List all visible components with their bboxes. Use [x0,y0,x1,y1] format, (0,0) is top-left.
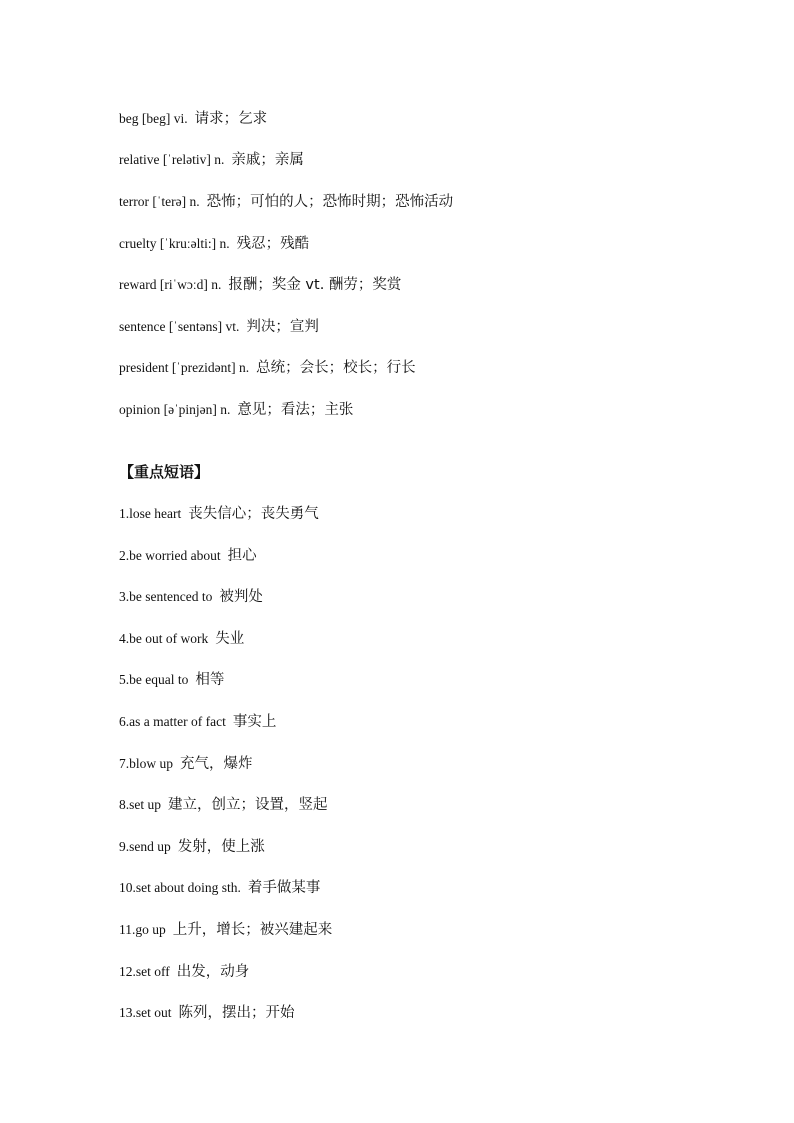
phrase-entry [119,837,265,858]
phrase-text: 8.set up [119,797,161,812]
phrase-entry [119,920,332,941]
vocab-word: relative [ˈrelətiv] n. [119,152,225,167]
phrase-text: 1.lose heart [119,506,182,521]
phrase-entry [119,795,328,816]
phrase-meaning: 发射，使上涨 [177,839,265,855]
phrase-meaning: 出发，动身 [176,964,250,980]
phrase-meaning: 充气，爆炸 [180,756,253,772]
vocab-meaning: 总统；会长；校长；行长 [256,360,416,376]
vocab-entry-cruelty [119,234,309,255]
vocab-meaning: 亲戚；亲属 [231,152,304,168]
phrase-entry [119,712,276,733]
vocab-word: terror [ˈterə] n. [119,194,200,209]
phrase-text: 7.blow up [119,756,173,771]
phrase-meaning: 陈列，摆出；开始 [178,1005,295,1021]
phrase-text: 4.be out of work [119,631,209,646]
phrase-entry [119,962,249,983]
vocab-meaning: 恐怖；可怕的人；恐怖时期；恐怖活动 [206,194,454,210]
vocab-word: cruelty [ˈkruːəlti:] n. [119,236,230,251]
vocab-meaning: 意见；看法；主张 [237,402,354,418]
phrase-meaning: 失业 [215,631,245,647]
vocab-entry-terror [119,192,453,213]
vocab-entry-opinion [119,400,353,421]
section-heading: 【重点短语】 [119,463,210,481]
phrase-meaning: 被判处 [219,589,263,605]
vocab-entry-reward [119,275,401,296]
phrase-text: 10.set about doing sth. [119,880,241,895]
phrase-meaning: 建立，创立；设置，竖起 [168,797,328,813]
phrase-meaning: 事实上 [232,714,277,730]
phrase-text: 9.send up [119,839,171,854]
vocab-meaning: 残忍；残酷 [236,236,310,252]
phrase-meaning: 担心 [227,548,257,564]
phrase-entry [119,878,320,899]
phrase-meaning: 相等 [195,672,225,688]
phrase-text: 13.set out [119,1005,172,1020]
vocab-meaning: 判决；宣判 [246,319,319,335]
phrase-entry [119,754,253,775]
vocab-entry-beg [119,109,267,130]
phrase-meaning: 丧失信心；丧失勇气 [188,506,319,522]
vocab-word: sentence [ˈsentəns] vt. [119,319,240,334]
vocab-meaning: 报酬；奖金 vt. 酬劳；奖赏 [228,277,402,293]
vocab-word: beg [beg] vi. [119,111,188,126]
phrase-entry [119,1003,295,1024]
phrase-text: 3.be sentenced to [119,589,213,604]
vocab-word: reward [riˈwɔːd] n. [119,277,222,292]
phrase-text: 5.be equal to [119,672,189,687]
phrase-meaning: 上升，增长；被兴建起来 [172,922,333,938]
phrase-entry [119,629,244,650]
phrase-text: 11.go up [119,922,166,937]
phrase-entry [119,670,224,691]
vocab-word: president [ˈprezidənt] n. [119,360,250,375]
vocab-entry-sentence [119,317,319,338]
vocab-meaning: 请求；乞求 [194,111,268,127]
vocab-entry-relative [119,150,304,171]
phrase-text: 12.set off [119,964,170,979]
phrase-meaning: 着手做某事 [247,880,321,896]
phrase-text: 2.be worried about [119,548,221,563]
phrase-text: 6.as a matter of fact [119,714,226,729]
vocab-entry-president [119,358,416,379]
phrase-entry [119,504,319,525]
phrase-entry [119,587,263,608]
vocab-word: opinion [əˈpinjən] n. [119,402,231,417]
phrase-entry [119,546,257,567]
